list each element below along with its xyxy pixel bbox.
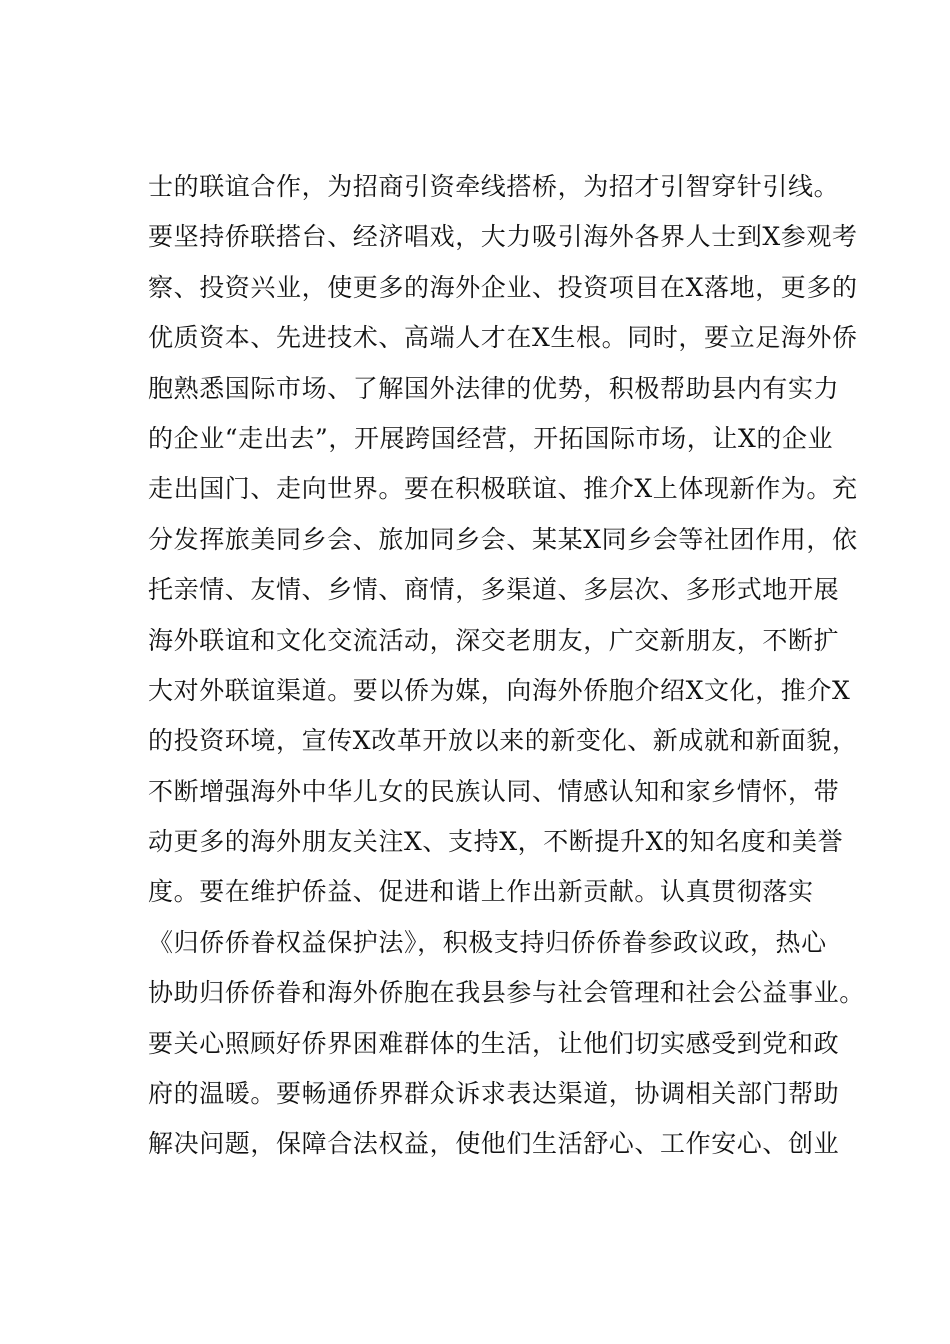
text-line: 的企业“走出去”，开展跨国经营，开拓国际市场，让X的企业 [148, 423, 834, 453]
text-line: 的投资环境，宣传X改革开放以来的新变化、新成就和新面貌， [148, 726, 858, 756]
text-line: 分发挥旅美同乡会、旅加同乡会、某某X同乡会等社团作用，依 [148, 524, 858, 554]
text-line: 协助归侨侨眷和海外侨胞在我县参与社会管理和社会公益事业。 [148, 978, 865, 1008]
text-line: 察、投资兴业，使更多的海外企业、投资项目在X落地，更多的 [148, 272, 858, 302]
text-line: 优质资本、先进技术、高端人才在X生根。同时，要立足海外侨 [148, 323, 858, 353]
body-text [148, 162, 865, 1170]
text-line: 度。要在维护侨益、促进和谐上作出新贡献。认真贯彻落实 [148, 877, 814, 907]
text-line: 托亲情、友情、乡情、商情，多渠道、多层次、多形式地开展 [148, 575, 840, 605]
text-line: 胞熟悉国际市场、了解国外法律的优势，积极帮助县内有实力 [148, 373, 840, 403]
text-line: 要坚持侨联搭台、经济唱戏，大力吸引海外各界人士到X参观考 [148, 222, 858, 252]
text-line: 士的联谊合作，为招商引资牵线搭桥，为招才引智穿针引线。 [148, 172, 840, 201]
text-line: 《归侨侨眷权益保护法》，积极支持归侨侨眷参政议政，热心 [148, 927, 827, 957]
text-line: 要关心照顾好侨界困难群体的生活，让他们切实感受到党和政 [148, 1028, 840, 1058]
text-line: 大对外联谊渠道。要以侨为媒，向海外侨胞介绍X文化，推介X [148, 675, 851, 705]
text-line: 不断增强海外中华儿女的民族认同、情感认知和家乡情怀，带 [148, 776, 840, 806]
text-line: 海外联谊和文化交流活动，深交老朋友，广交新朋友，不断扩 [148, 625, 840, 655]
text-line: 动更多的海外朋友关注X、支持X，不断提升X的知名度和美誉 [148, 827, 844, 857]
text-line: 解决问题，保障合法权益，使他们生活舒心、工作安心、创业 [148, 1129, 840, 1159]
text-line: 走出国门、走向世界。要在积极联谊、推介X上体现新作为。充 [148, 474, 858, 504]
text-line: 府的温暖。要畅通侨界群众诉求表达渠道，协调相关部门帮助 [148, 1079, 840, 1109]
